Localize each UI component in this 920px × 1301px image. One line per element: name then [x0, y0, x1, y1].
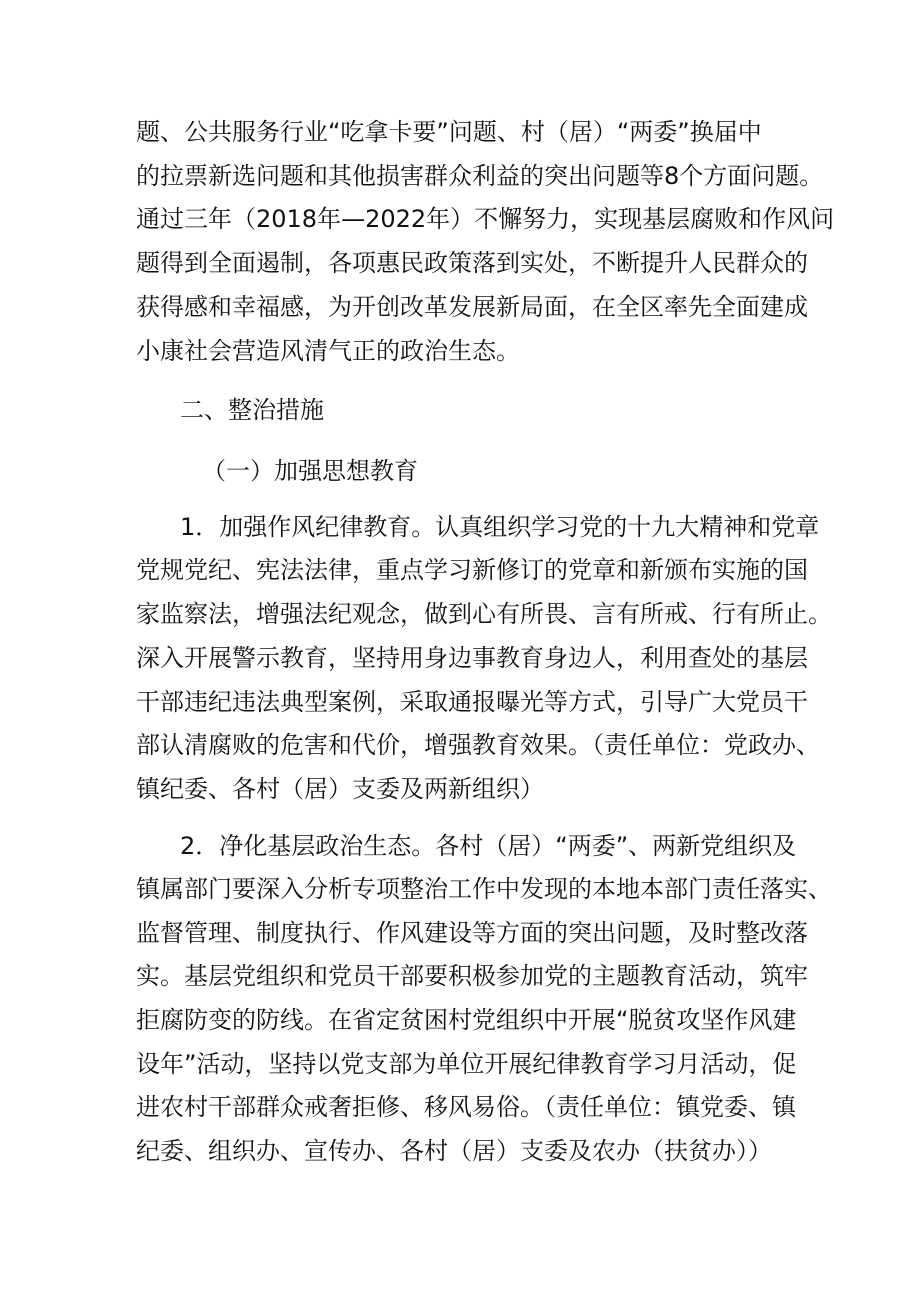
item2-line-2: 镇属部门要深入分析专项整治工作中发现的本地本部门责任落实、 [136, 875, 832, 903]
item1-line-1: 1．加强作风纪律教育。认真组织学习党的十九大精神和党章 [180, 513, 820, 541]
item2-line-5: 拒腐防变的防线。在省定贫困村党组织中开展“脱贫攻坚作风建 [136, 1006, 797, 1034]
item2-line-8: 纪委、组织办、宣传办、各村（居）支委及农办（扶贫办）） [136, 1137, 772, 1165]
item2-line-7: 进农村干部群众戒奢拒修、移风易俗。（责任单位：镇党委、镇 [136, 1093, 796, 1121]
item1-line-6: 部认清腐败的危害和代价，增强教育效果。（责任单位：党政办、 [136, 731, 820, 759]
intro-line-4: 题得到全面遏制，各项惠民政策落到实处，不断提升人民群众的 [136, 249, 808, 277]
item1-line-7: 镇纪委、各村（居）支委及两新组织） [136, 775, 544, 803]
item1-line-5: 干部违纪违法典型案例，采取通报曝光等方式，引导广大党员干 [136, 688, 808, 716]
item2-line-1: 2．净化基层政治生态。各村（居）“两委”、两新党组织及 [180, 832, 797, 860]
item2-line-6: 设年”活动，坚持以党支部为单位开展纪律教育学习月活动，促 [136, 1050, 797, 1078]
section-heading: 二、整治措施 [180, 396, 324, 424]
item2-line-4: 实。基层党组织和党员干部要积极参加党的主题教育活动，筑牢 [136, 962, 808, 990]
intro-line-2: 的拉票新选问题和其他损害群众利益的突出问题等8个方面问题。 [136, 162, 824, 190]
item1-line-3: 家监察法，增强法纪观念，做到心有所畏、言有所戒、行有所止。 [136, 600, 832, 628]
item1-line-4: 深入开展警示教育，坚持用身边事教育身边人，利用查处的基层 [136, 644, 808, 672]
intro-line-5: 获得感和幸福感，为开创改革发展新局面，在全区率先全面建成 [136, 293, 808, 321]
item2-line-3: 监督管理、制度执行、作风建设等方面的突出问题，及时整改落 [136, 919, 808, 947]
subsection-heading: （一）加强思想教育 [202, 457, 418, 485]
intro-line-6: 小康社会营造风清气正的政治生态。 [136, 337, 520, 365]
intro-line-1: 题、公共服务行业“吃拿卡要”问题、村（居）“两委”换届中 [136, 118, 762, 146]
intro-line-3: 通过三年（2018年—2022年）不懈努力，实现基层腐败和作风问 [136, 205, 835, 233]
item1-line-2: 党规党纪、宪法法律，重点学习新修订的党章和新颁布实施的国 [136, 556, 808, 584]
